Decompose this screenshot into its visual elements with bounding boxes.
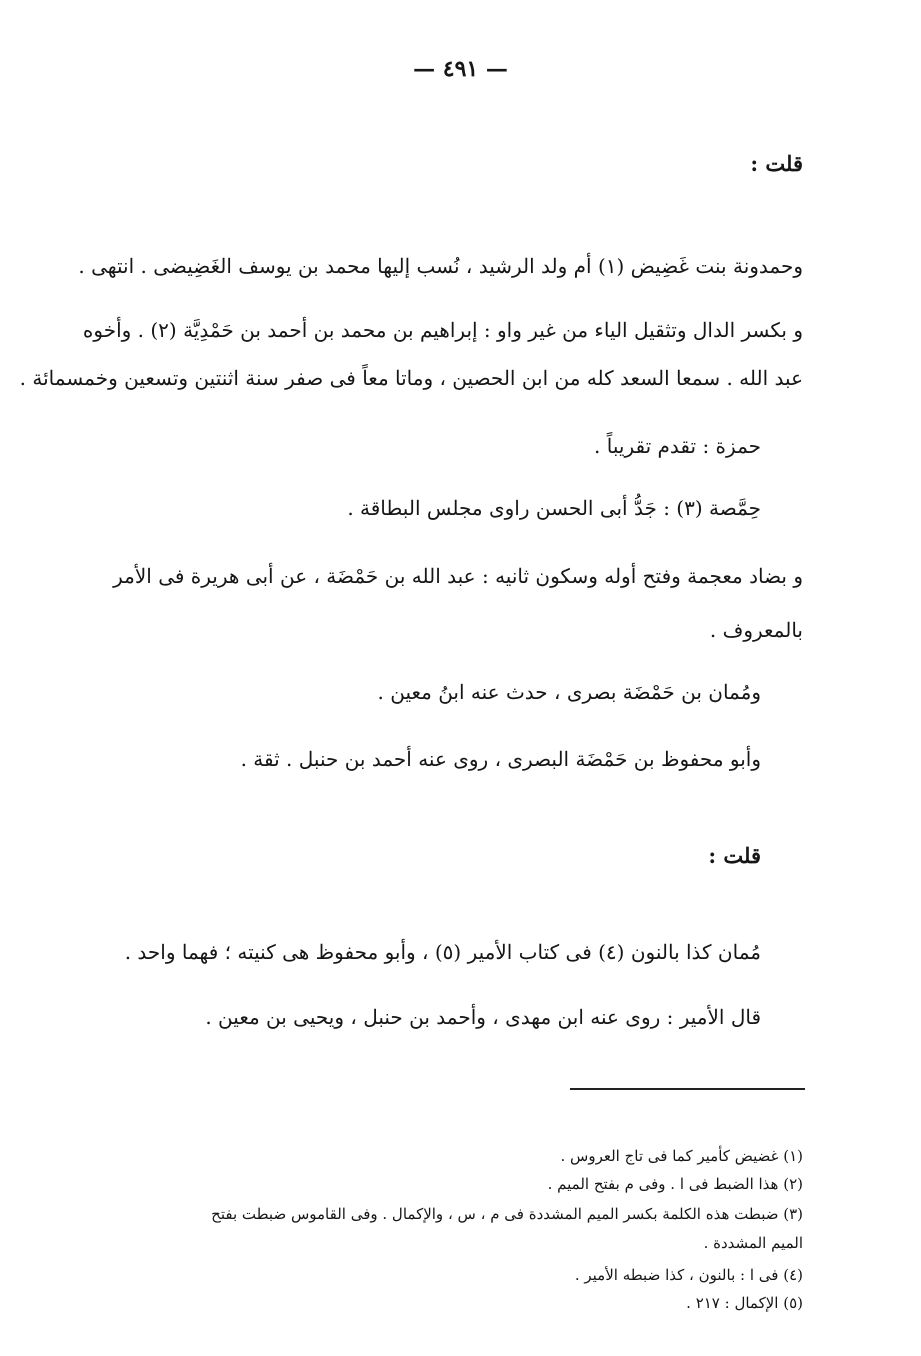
paragraph-hamza: حمزة : تقدم تقريباً .	[594, 434, 761, 458]
footnote-3-line-2: الميم المشددة .	[703, 1234, 803, 1252]
footnote-2: (٢) هذا الضبط فى ا . وفى م بفتح الميم .	[547, 1175, 803, 1193]
paragraph-hamdiyya-line-1: و بكسر الدال وتثقيل الياء من غير واو : إبراهيم بن محمد بن أحمد بن حَمْدِيَّة (٢) . وأخوه	[82, 318, 803, 342]
heading-qultu-2: قلت :	[708, 843, 761, 868]
paragraph-qal-al-amir: قال الأمير : روى عنه ابن مهدى ، وأحمد بن حنبل ، ويحيى بن معين .	[205, 1005, 761, 1029]
footnote-4: (٤) فى ا : بالنون ، كذا ضبطه الأمير .	[574, 1266, 803, 1284]
footnote-3-line-1: (٣) ضبطت هذه الكلمة بكسر الميم المشددة فى م ، س ، والإكمال . وفى القاموس ضبطت بفتح	[211, 1205, 803, 1223]
heading-qultu-1: قلت :	[750, 151, 803, 176]
paragraph-mumman: ومُمان بن حَمْضَة بصرى ، حدث عنه ابنُ معين .	[377, 680, 761, 704]
paragraph-hamda-line-2: بالمعروف .	[709, 618, 803, 642]
paragraph-mumman-note: مُمان كذا بالنون (٤) فى كتاب الأمير (٥) ، وأبو محفوظ هى كنيته ؛ فهما واحد .	[124, 940, 761, 964]
paragraph-himmasa: حِمَّصة (٣) : جَدُّ أبى الحسن راوى مجلس البطاقة .	[347, 496, 761, 520]
paragraph-hamda-line-1: و بضاد معجمة وفتح أوله وسكون ثانيه : عبد الله بن حَمْضَة ، عن أبى هريرة فى الأمر	[113, 564, 803, 588]
footnote-divider	[570, 1088, 805, 1090]
page-number: — ٤٩١ —	[413, 56, 508, 82]
paragraph-abu-mahfuz: وأبو محفوظ بن حَمْضَة البصرى ، روى عنه أحمد بن حنبل . ثقة .	[240, 747, 761, 771]
paragraph-hamduna: وحمدونة بنت غَضِيض (١) أم ولد الرشيد ، نُسب إليها محمد بن يوسف الغَضِيضى . انتهى .	[78, 254, 803, 278]
footnote-5: (٥) الإكمال : ٢١٧ .	[686, 1294, 803, 1312]
footnote-1: (١) غضيض كأمير كما فى تاج العروس .	[560, 1147, 803, 1165]
paragraph-hamdiyya-line-2: عبد الله . سمعا السعد كله من ابن الحصين ، وماتا معاً فى صفر سنة اثنتين وتسعين وخمسمائة .	[19, 366, 803, 390]
